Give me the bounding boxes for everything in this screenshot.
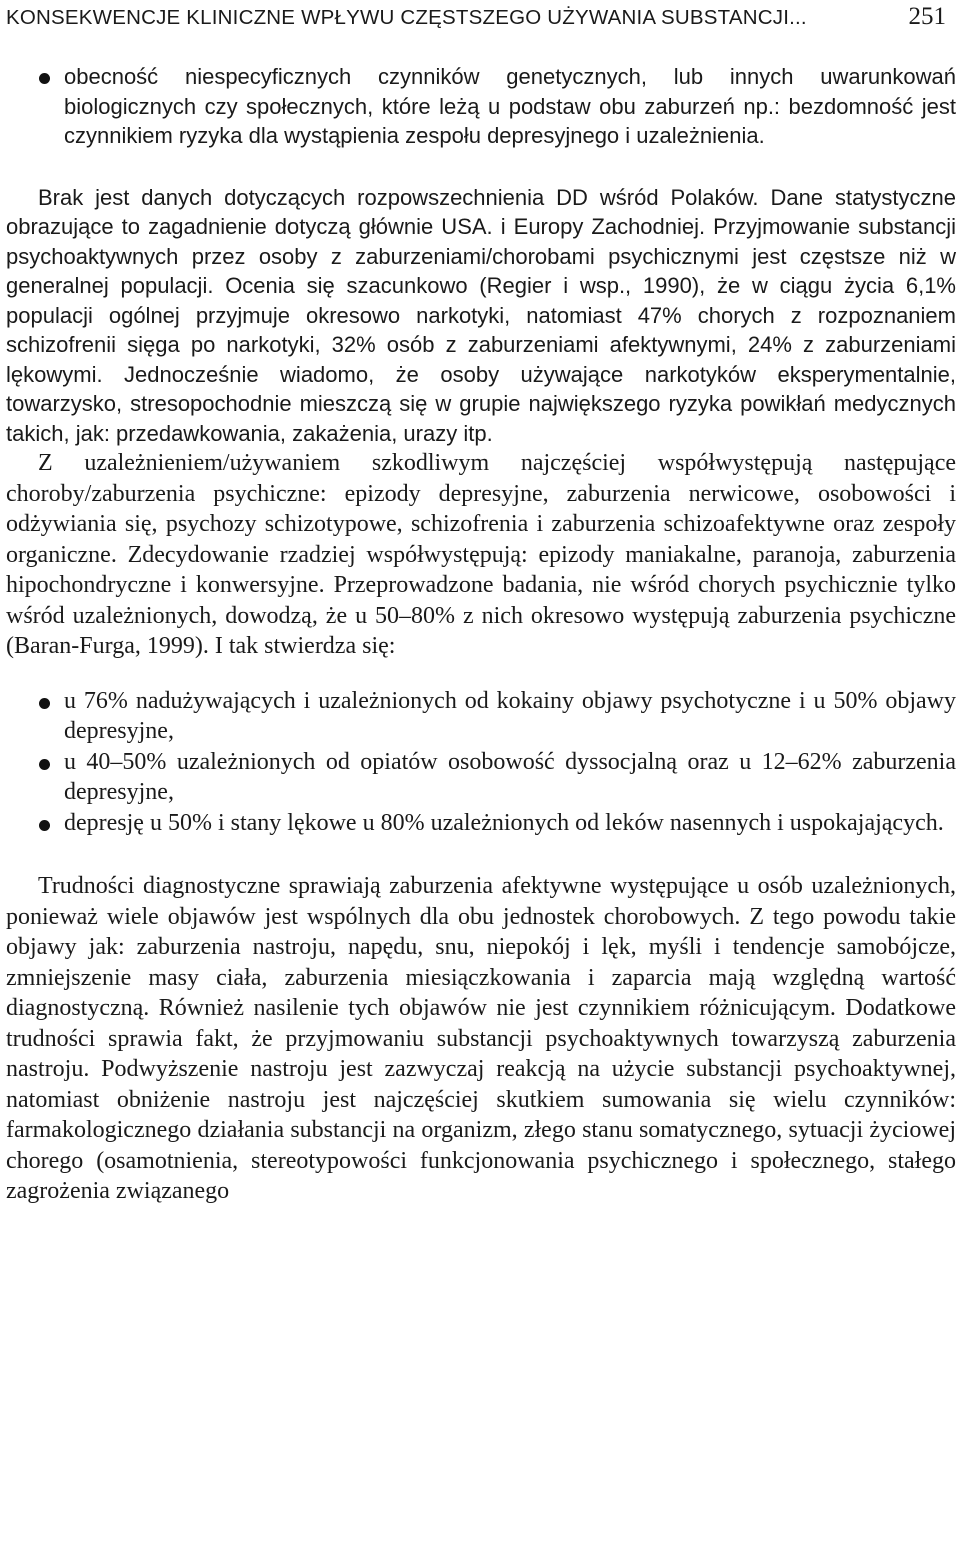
list-item bbox=[6, 808, 956, 839]
list-item bbox=[6, 686, 956, 747]
intro-bullet-list bbox=[6, 62, 956, 151]
list-item-text: u 76% nadużywających i uzależnionych od kokainy objawy psychotyczne i u 50% objawy depresyjne, bbox=[64, 687, 956, 744]
paragraph-diagnostics: Trudności diagnostyczne sprawiają zaburzenia afektywne występujące u osób uzależnionych, ponieważ wiele objawów jest wspólnych dla obu jednostek chorobowych. Z tego powodu takie objawy jak: zaburzenia nastroju, napędu, snu, niepokój i lęk, myśli i tendencje samobójcze, zmniejszenie masy ciała, zaburzenia miesiączkowania i zaparcia mają względną wartość diagnostyczną. Również nasilenie tych objawów nie jest czynnikiem różnicującym. Dodatkowe trudności sprawia fakt, że przyjmowaniu substancji psychoaktywnych towarzyszą zaburzenia nastroju. Podwyższenie nastroju jest zazwyczaj reakcją na użycie substancji psychoaktywnej, natomiast obniżenie nastroju jest najczęściej skutkiem sumowania się wielu czynników: farmakologicznego działania substancji na organizm, złego stanu somatycznego, sytuacji życiowej chorego (osamotnienia, stereotypowości funkcjonowania psychicznego i społecznego, stałego zagrożenia związanego bbox=[6, 873, 956, 1204]
paragraph-prevalence: Brak jest danych dotyczących rozpowszechnienia DD wśród Polaków. Dane statystyczne obrazujące to zagadnienie dotyczą głównie USA. i Europy Zachodniej. Przyjmowanie substancji psychoaktywnych przez osoby z zaburzeniami/chorobami psychicznymi jest częstsze niż w generalnej populacji. Ocenia się szacunkowo (Regier i wsp., 1990), że w ciągu życia 6,1% populacji ogólnej przyjmuje okresowo narkotyki, natomiast 47% chorych z rozpoznaniem schizofrenii sięga po narkotyki, 32% osób z zaburzeniami afektywnymi, 24% z zaburzeniami lękowymi. Jednocześnie wiadomo, że osoby używające narkotyków eksperymentalnie, towarzysko, stresopochodnie mieszczą się w grupie największego ryzyka powikłań medycznych takich, jak: przedawkowania, zakażenia, urazy itp. bbox=[6, 184, 956, 446]
list-item bbox=[6, 62, 956, 151]
page-number: 251 bbox=[908, 3, 946, 30]
bullet-icon bbox=[39, 820, 50, 831]
paragraph-comorbidity: Z uzależnieniem/używaniem szkodliwym najczęściej współwystępują następujące choroby/zaburzenia psychiczne: epizody depresyjne, zaburzenia nerwicowe, osobowości i odżywiania się, psychozy schizotypowe, schizofrenia i zaburzenia schizoafektywne oraz zespoły organiczne. Zdecydowanie rzadziej współwystępują: epizody maniakalne, paranoja, zaburzenia hipochondryczne i konwersyjne. Przeprowadzone badania, nie wśród chorych psychicznie tylko wśród uzależnionych, dowodzą, że u 50–80% z nich okresowo występują zaburzenia psychiczne (Baran-Furga, 1999). I tak stwierdza się: bbox=[6, 450, 956, 659]
list-item-text: depresję u 50% i stany lękowe u 80% uzależnionych od leków nasennych i uspokajających. bbox=[64, 809, 944, 836]
running-title: KONSEKWENCJE KLINICZNE WPŁYWU CZĘSTSZEGO UŻYWANIA SUBSTANCJI... bbox=[6, 6, 807, 29]
list-item-text: u 40–50% uzależnionych od opiatów osobowość dyssocjalną oraz u 12–62% zaburzenia depresyjne, bbox=[64, 748, 956, 805]
findings-bullet-list bbox=[6, 686, 956, 839]
bullet-icon bbox=[39, 73, 50, 84]
list-item-text: obecność niespecyficznych czynników genetycznych, lub innych uwarunkowań biologicznych czy społecznych, które leżą u podstaw obu zaburzeń np.: bezdomność jest czynnikiem ryzyka dla wystąpienia zespołu depresyjnego i uzależnienia. bbox=[64, 64, 956, 148]
bullet-icon bbox=[39, 698, 50, 709]
bullet-icon bbox=[39, 759, 50, 770]
running-head bbox=[6, 0, 956, 34]
list-item bbox=[6, 747, 956, 808]
